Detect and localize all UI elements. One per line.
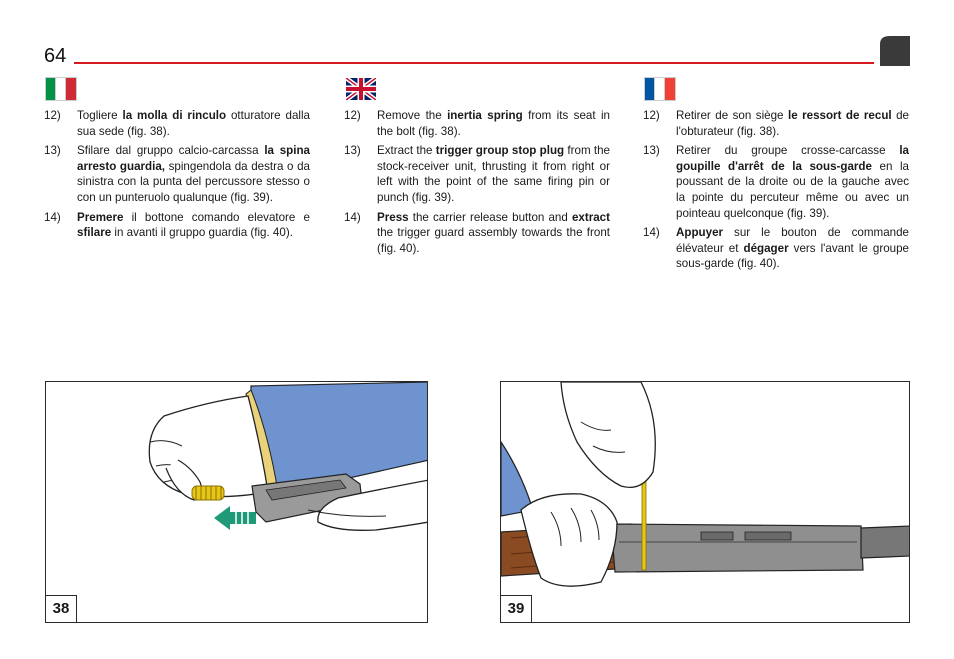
- text-run: Togliere: [77, 109, 123, 122]
- instruction-item: [643, 143, 909, 221]
- instruction-text: [77, 210, 310, 241]
- bold-term: la goupille d'arrêt de la sous-garde: [676, 144, 909, 173]
- instruction-number: 12): [344, 109, 361, 122]
- text-run: en la poussant de la droite ou de la gauche avec la pointe du percuteur même ou avec un pointeau quelconque (fig. 39).: [676, 159, 909, 220]
- instruction-text: [377, 143, 610, 205]
- instruction-item: [44, 143, 310, 205]
- bold-term: le ressort de recul: [787, 109, 892, 122]
- bold-term: Press: [377, 210, 409, 224]
- text-run: from the stock-receiver unit, thrusting it from right or left with the point of the same firing pin or punch (fig. 39).: [377, 144, 610, 204]
- instruction-item: [643, 225, 909, 272]
- uk-flag-icon: [346, 78, 376, 100]
- instruction-text: [77, 108, 310, 139]
- text-run: Remove the: [377, 109, 448, 122]
- bold-term: la spina arresto guardia,: [77, 144, 311, 173]
- page-number: 64: [44, 45, 67, 67]
- bold-term: trigger group stop plug: [435, 144, 565, 158]
- instruction-number: 13): [643, 144, 660, 158]
- instruction-number: 12): [44, 109, 61, 122]
- instruction-item: [344, 210, 610, 257]
- instruction-number: 14): [344, 210, 361, 224]
- text-run: in avanti il gruppo guardia (fig. 40).: [111, 226, 293, 240]
- bold-term: Appuyer: [676, 226, 724, 240]
- text-run: de l'obturateur (fig. 38).: [676, 109, 909, 138]
- figure-38-label: 38: [46, 595, 77, 622]
- corner-tab-icon: [880, 36, 910, 66]
- instruction-item: [344, 108, 610, 139]
- figure-39-label: 39: [501, 595, 532, 622]
- text-run: Retirer du groupe crosse-carcasse: [676, 144, 900, 158]
- text-run: the carrier release button and: [408, 210, 572, 224]
- text-run: from its seat in the bolt (fig. 38).: [377, 109, 610, 138]
- bold-term: extract: [571, 210, 610, 224]
- figure-39-illustration: [501, 382, 910, 623]
- italy-flag-icon: [46, 78, 76, 100]
- figure-38: [45, 381, 428, 623]
- instruction-number: 13): [44, 144, 61, 158]
- text-run: il bottone comando elevatore e: [123, 210, 310, 224]
- instruction-item: [643, 108, 909, 139]
- bold-term: la molla di rinculo: [122, 109, 227, 122]
- text-run: Sfilare dal gruppo calcio-carcassa: [77, 144, 265, 158]
- text-run: otturatore dalla sua sede (fig. 38).: [77, 109, 310, 138]
- instruction-text: [377, 108, 610, 139]
- text-run: Retirer de son siège: [676, 109, 788, 122]
- instruction-number: 13): [344, 144, 361, 158]
- instruction-item: [44, 210, 310, 241]
- instruction-number: 14): [44, 210, 61, 224]
- instruction-text: [77, 143, 310, 205]
- text-run: sur le bouton de commande élévateur et: [676, 226, 909, 255]
- english-instructions: [344, 108, 610, 260]
- text-run: Extract the: [377, 144, 436, 158]
- italian-instructions: [44, 108, 310, 245]
- header-rule: [74, 62, 874, 64]
- text-run: spingendola da destra o da sinistra con la punta del percussore stesso o con un punteruolo qualunque (fig. 39).: [77, 159, 310, 204]
- figure-39: [500, 381, 910, 623]
- text-run: the trigger guard assembly towards the front (fig. 40).: [377, 226, 610, 255]
- bold-term: Premere: [77, 210, 124, 224]
- instruction-text: [676, 143, 909, 221]
- direction-arrow-icon: [214, 506, 256, 530]
- french-instructions: [643, 108, 909, 276]
- instruction-text: [676, 108, 909, 139]
- bold-term: sfilare: [77, 226, 112, 240]
- instruction-text: [377, 210, 610, 257]
- instruction-text: [676, 225, 909, 272]
- text-run: vers l'avant le groupe sous-garde (fig. 40).: [676, 241, 909, 271]
- instruction-item: [344, 143, 610, 205]
- france-flag-icon: [645, 78, 675, 100]
- instruction-item: [44, 108, 310, 139]
- instruction-number: 12): [643, 109, 660, 122]
- instruction-number: 14): [643, 226, 660, 240]
- figure-38-illustration: [46, 382, 428, 623]
- bold-term: dégager: [743, 241, 789, 255]
- bold-term: inertia spring: [447, 109, 523, 122]
